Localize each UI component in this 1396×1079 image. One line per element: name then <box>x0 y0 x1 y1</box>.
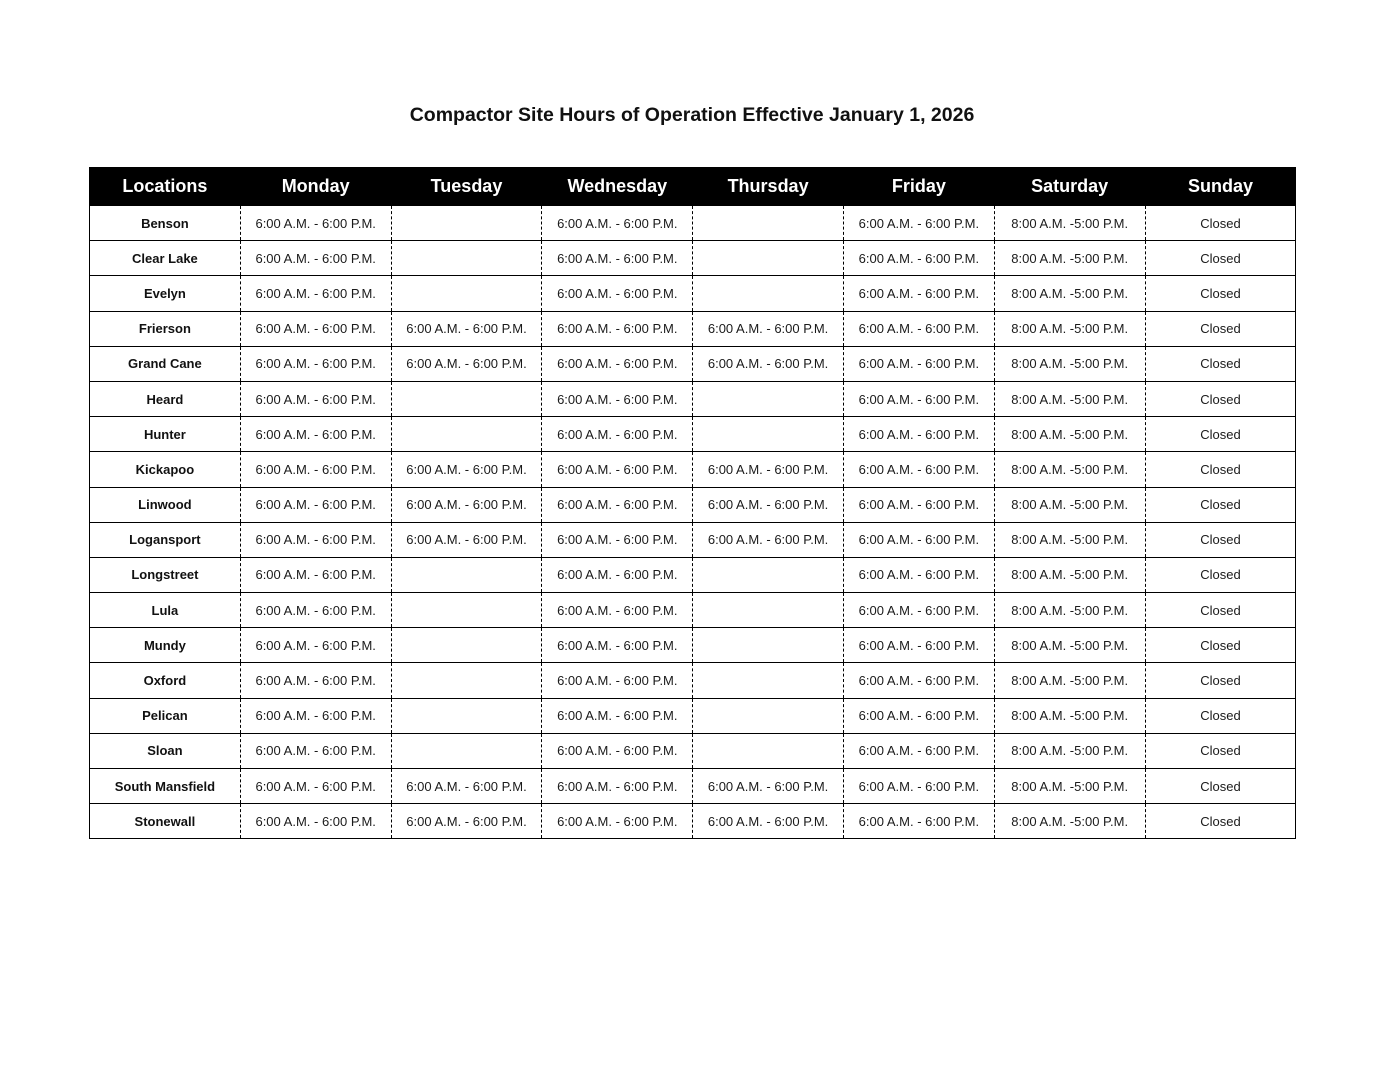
location-name-cell: Kickapoo <box>90 452 241 487</box>
table-row <box>90 346 1296 381</box>
hours-cell-friday: 6:00 A.M. - 6:00 P.M. <box>843 206 994 241</box>
hours-cell-wednesday: 6:00 A.M. - 6:00 P.M. <box>542 804 693 839</box>
hours-cell-friday: 6:00 A.M. - 6:00 P.M. <box>843 241 994 276</box>
hours-cell-tuesday: 6:00 A.M. - 6:00 P.M. <box>391 346 542 381</box>
hours-cell-thursday <box>693 206 844 241</box>
hours-cell-friday: 6:00 A.M. - 6:00 P.M. <box>843 311 994 346</box>
page-title: Compactor Site Hours of Operation Effective January 1, 2026 <box>409 104 975 126</box>
hours-cell-wednesday: 6:00 A.M. - 6:00 P.M. <box>542 452 693 487</box>
hours-cell-friday: 6:00 A.M. - 6:00 P.M. <box>843 487 994 522</box>
hours-cell-saturday: 8:00 A.M. -5:00 P.M. <box>994 206 1145 241</box>
hours-cell-wednesday: 6:00 A.M. - 6:00 P.M. <box>542 487 693 522</box>
hours-cell-friday: 6:00 A.M. - 6:00 P.M. <box>843 346 994 381</box>
hours-cell-sunday: Closed <box>1145 628 1296 663</box>
hours-cell-wednesday: 6:00 A.M. - 6:00 P.M. <box>542 769 693 804</box>
hours-cell-thursday: 6:00 A.M. - 6:00 P.M. <box>693 769 844 804</box>
hours-cell-monday: 6:00 A.M. - 6:00 P.M. <box>240 733 391 768</box>
location-name-cell: Heard <box>90 381 241 416</box>
column-header-sunday: Sunday <box>1145 168 1296 206</box>
hours-cell-sunday: Closed <box>1145 346 1296 381</box>
hours-cell-friday: 6:00 A.M. - 6:00 P.M. <box>843 381 994 416</box>
hours-cell-saturday: 8:00 A.M. -5:00 P.M. <box>994 452 1145 487</box>
location-name-cell: Linwood <box>90 487 241 522</box>
hours-cell-wednesday: 6:00 A.M. - 6:00 P.M. <box>542 733 693 768</box>
hours-cell-thursday <box>693 241 844 276</box>
location-name-cell: Hunter <box>90 417 241 452</box>
hours-cell-tuesday <box>391 628 542 663</box>
hours-cell-sunday: Closed <box>1145 804 1296 839</box>
hours-cell-monday: 6:00 A.M. - 6:00 P.M. <box>240 698 391 733</box>
hours-cell-wednesday: 6:00 A.M. - 6:00 P.M. <box>542 593 693 628</box>
hours-cell-tuesday <box>391 206 542 241</box>
hours-cell-tuesday <box>391 381 542 416</box>
table-row <box>90 381 1296 416</box>
hours-cell-sunday: Closed <box>1145 276 1296 311</box>
hours-cell-tuesday <box>391 557 542 592</box>
column-header-saturday: Saturday <box>994 168 1145 206</box>
hours-cell-wednesday: 6:00 A.M. - 6:00 P.M. <box>542 206 693 241</box>
table-row <box>90 628 1296 663</box>
hours-cell-friday: 6:00 A.M. - 6:00 P.M. <box>843 557 994 592</box>
hours-cell-saturday: 8:00 A.M. -5:00 P.M. <box>994 557 1145 592</box>
table-row <box>90 522 1296 557</box>
hours-cell-monday: 6:00 A.M. - 6:00 P.M. <box>240 663 391 698</box>
location-name-cell: Longstreet <box>90 557 241 592</box>
column-header-monday: Monday <box>240 168 391 206</box>
location-name-cell: Stonewall <box>90 804 241 839</box>
table-row <box>90 804 1296 839</box>
hours-cell-monday: 6:00 A.M. - 6:00 P.M. <box>240 276 391 311</box>
hours-cell-thursday: 6:00 A.M. - 6:00 P.M. <box>693 452 844 487</box>
hours-cell-monday: 6:00 A.M. - 6:00 P.M. <box>240 522 391 557</box>
hours-cell-thursday <box>693 381 844 416</box>
hours-cell-thursday: 6:00 A.M. - 6:00 P.M. <box>693 804 844 839</box>
hours-cell-monday: 6:00 A.M. - 6:00 P.M. <box>240 593 391 628</box>
hours-cell-monday: 6:00 A.M. - 6:00 P.M. <box>240 628 391 663</box>
hours-cell-thursday <box>693 557 844 592</box>
table-row <box>90 663 1296 698</box>
hours-cell-tuesday <box>391 733 542 768</box>
hours-cell-saturday: 8:00 A.M. -5:00 P.M. <box>994 346 1145 381</box>
hours-cell-friday: 6:00 A.M. - 6:00 P.M. <box>843 804 994 839</box>
table-row <box>90 557 1296 592</box>
location-name-cell: Oxford <box>90 663 241 698</box>
hours-cell-sunday: Closed <box>1145 452 1296 487</box>
hours-cell-sunday: Closed <box>1145 557 1296 592</box>
hours-cell-monday: 6:00 A.M. - 6:00 P.M. <box>240 487 391 522</box>
hours-cell-monday: 6:00 A.M. - 6:00 P.M. <box>240 311 391 346</box>
table-row <box>90 276 1296 311</box>
hours-cell-tuesday: 6:00 A.M. - 6:00 P.M. <box>391 804 542 839</box>
location-name-cell: Lula <box>90 593 241 628</box>
hours-cell-thursday <box>693 733 844 768</box>
table-row <box>90 206 1296 241</box>
location-name-cell: Benson <box>90 206 241 241</box>
hours-cell-sunday: Closed <box>1145 487 1296 522</box>
hours-cell-friday: 6:00 A.M. - 6:00 P.M. <box>843 769 994 804</box>
hours-cell-tuesday: 6:00 A.M. - 6:00 P.M. <box>391 311 542 346</box>
hours-cell-saturday: 8:00 A.M. -5:00 P.M. <box>994 663 1145 698</box>
hours-cell-thursday <box>693 698 844 733</box>
hours-cell-sunday: Closed <box>1145 381 1296 416</box>
hours-cell-friday: 6:00 A.M. - 6:00 P.M. <box>843 628 994 663</box>
hours-cell-saturday: 8:00 A.M. -5:00 P.M. <box>994 487 1145 522</box>
hours-cell-tuesday <box>391 241 542 276</box>
hours-cell-monday: 6:00 A.M. - 6:00 P.M. <box>240 804 391 839</box>
hours-cell-sunday: Closed <box>1145 663 1296 698</box>
hours-cell-sunday: Closed <box>1145 593 1296 628</box>
table-body <box>90 206 1296 839</box>
hours-cell-friday: 6:00 A.M. - 6:00 P.M. <box>843 733 994 768</box>
hours-cell-friday: 6:00 A.M. - 6:00 P.M. <box>843 698 994 733</box>
location-name-cell: Sloan <box>90 733 241 768</box>
hours-cell-friday: 6:00 A.M. - 6:00 P.M. <box>843 452 994 487</box>
hours-cell-tuesday <box>391 417 542 452</box>
hours-cell-monday: 6:00 A.M. - 6:00 P.M. <box>240 557 391 592</box>
hours-cell-wednesday: 6:00 A.M. - 6:00 P.M. <box>542 698 693 733</box>
hours-cell-tuesday: 6:00 A.M. - 6:00 P.M. <box>391 452 542 487</box>
hours-cell-saturday: 8:00 A.M. -5:00 P.M. <box>994 381 1145 416</box>
table-row <box>90 417 1296 452</box>
hours-cell-wednesday: 6:00 A.M. - 6:00 P.M. <box>542 276 693 311</box>
column-header-locations: Locations <box>90 168 241 206</box>
table-row <box>90 698 1296 733</box>
location-name-cell: South Mansfield <box>90 769 241 804</box>
hours-cell-tuesday <box>391 663 542 698</box>
table-row <box>90 311 1296 346</box>
hours-cell-thursday: 6:00 A.M. - 6:00 P.M. <box>693 346 844 381</box>
hours-cell-tuesday: 6:00 A.M. - 6:00 P.M. <box>391 769 542 804</box>
hours-cell-thursday <box>693 628 844 663</box>
table-row <box>90 593 1296 628</box>
hours-cell-wednesday: 6:00 A.M. - 6:00 P.M. <box>542 346 693 381</box>
location-name-cell: Grand Cane <box>90 346 241 381</box>
column-header-wednesday: Wednesday <box>542 168 693 206</box>
hours-cell-saturday: 8:00 A.M. -5:00 P.M. <box>994 733 1145 768</box>
location-name-cell: Pelican <box>90 698 241 733</box>
hours-cell-friday: 6:00 A.M. - 6:00 P.M. <box>843 593 994 628</box>
hours-cell-tuesday: 6:00 A.M. - 6:00 P.M. <box>391 522 542 557</box>
hours-cell-wednesday: 6:00 A.M. - 6:00 P.M. <box>542 557 693 592</box>
hours-cell-saturday: 8:00 A.M. -5:00 P.M. <box>994 276 1145 311</box>
hours-cell-saturday: 8:00 A.M. -5:00 P.M. <box>994 241 1145 276</box>
hours-cell-monday: 6:00 A.M. - 6:00 P.M. <box>240 206 391 241</box>
hours-cell-sunday: Closed <box>1145 241 1296 276</box>
hours-cell-saturday: 8:00 A.M. -5:00 P.M. <box>994 698 1145 733</box>
location-name-cell: Logansport <box>90 522 241 557</box>
table-row <box>90 769 1296 804</box>
hours-cell-sunday: Closed <box>1145 769 1296 804</box>
hours-cell-saturday: 8:00 A.M. -5:00 P.M. <box>994 593 1145 628</box>
hours-cell-sunday: Closed <box>1145 206 1296 241</box>
hours-cell-saturday: 8:00 A.M. -5:00 P.M. <box>994 804 1145 839</box>
hours-cell-thursday: 6:00 A.M. - 6:00 P.M. <box>693 311 844 346</box>
location-name-cell: Frierson <box>90 311 241 346</box>
table-row <box>90 241 1296 276</box>
hours-cell-saturday: 8:00 A.M. -5:00 P.M. <box>994 769 1145 804</box>
hours-cell-sunday: Closed <box>1145 522 1296 557</box>
hours-cell-friday: 6:00 A.M. - 6:00 P.M. <box>843 663 994 698</box>
hours-cell-thursday <box>693 593 844 628</box>
hours-cell-thursday <box>693 663 844 698</box>
table-row <box>90 452 1296 487</box>
column-header-thursday: Thursday <box>693 168 844 206</box>
column-header-friday: Friday <box>843 168 994 206</box>
location-name-cell: Mundy <box>90 628 241 663</box>
header-row <box>90 168 1296 206</box>
hours-cell-wednesday: 6:00 A.M. - 6:00 P.M. <box>542 311 693 346</box>
hours-cell-friday: 6:00 A.M. - 6:00 P.M. <box>843 522 994 557</box>
hours-cell-wednesday: 6:00 A.M. - 6:00 P.M. <box>542 522 693 557</box>
hours-cell-thursday: 6:00 A.M. - 6:00 P.M. <box>693 522 844 557</box>
hours-table <box>89 167 1296 839</box>
hours-cell-friday: 6:00 A.M. - 6:00 P.M. <box>843 417 994 452</box>
hours-cell-monday: 6:00 A.M. - 6:00 P.M. <box>240 417 391 452</box>
hours-cell-thursday <box>693 417 844 452</box>
hours-cell-monday: 6:00 A.M. - 6:00 P.M. <box>240 381 391 416</box>
table-row <box>90 733 1296 768</box>
hours-cell-sunday: Closed <box>1145 733 1296 768</box>
hours-cell-wednesday: 6:00 A.M. - 6:00 P.M. <box>542 628 693 663</box>
hours-cell-monday: 6:00 A.M. - 6:00 P.M. <box>240 241 391 276</box>
location-name-cell: Clear Lake <box>90 241 241 276</box>
hours-cell-friday: 6:00 A.M. - 6:00 P.M. <box>843 276 994 311</box>
hours-cell-monday: 6:00 A.M. - 6:00 P.M. <box>240 346 391 381</box>
hours-cell-monday: 6:00 A.M. - 6:00 P.M. <box>240 452 391 487</box>
hours-cell-saturday: 8:00 A.M. -5:00 P.M. <box>994 522 1145 557</box>
hours-cell-monday: 6:00 A.M. - 6:00 P.M. <box>240 769 391 804</box>
table-row <box>90 487 1296 522</box>
hours-cell-wednesday: 6:00 A.M. - 6:00 P.M. <box>542 663 693 698</box>
hours-cell-tuesday: 6:00 A.M. - 6:00 P.M. <box>391 487 542 522</box>
hours-cell-tuesday <box>391 698 542 733</box>
hours-cell-sunday: Closed <box>1145 698 1296 733</box>
hours-cell-wednesday: 6:00 A.M. - 6:00 P.M. <box>542 417 693 452</box>
hours-cell-thursday <box>693 276 844 311</box>
hours-cell-thursday: 6:00 A.M. - 6:00 P.M. <box>693 487 844 522</box>
hours-cell-saturday: 8:00 A.M. -5:00 P.M. <box>994 628 1145 663</box>
hours-cell-sunday: Closed <box>1145 417 1296 452</box>
hours-cell-saturday: 8:00 A.M. -5:00 P.M. <box>994 311 1145 346</box>
hours-cell-tuesday <box>391 276 542 311</box>
location-name-cell: Evelyn <box>90 276 241 311</box>
hours-cell-tuesday <box>391 593 542 628</box>
hours-cell-sunday: Closed <box>1145 311 1296 346</box>
hours-cell-wednesday: 6:00 A.M. - 6:00 P.M. <box>542 381 693 416</box>
hours-cell-wednesday: 6:00 A.M. - 6:00 P.M. <box>542 241 693 276</box>
column-header-tuesday: Tuesday <box>391 168 542 206</box>
hours-cell-saturday: 8:00 A.M. -5:00 P.M. <box>994 417 1145 452</box>
